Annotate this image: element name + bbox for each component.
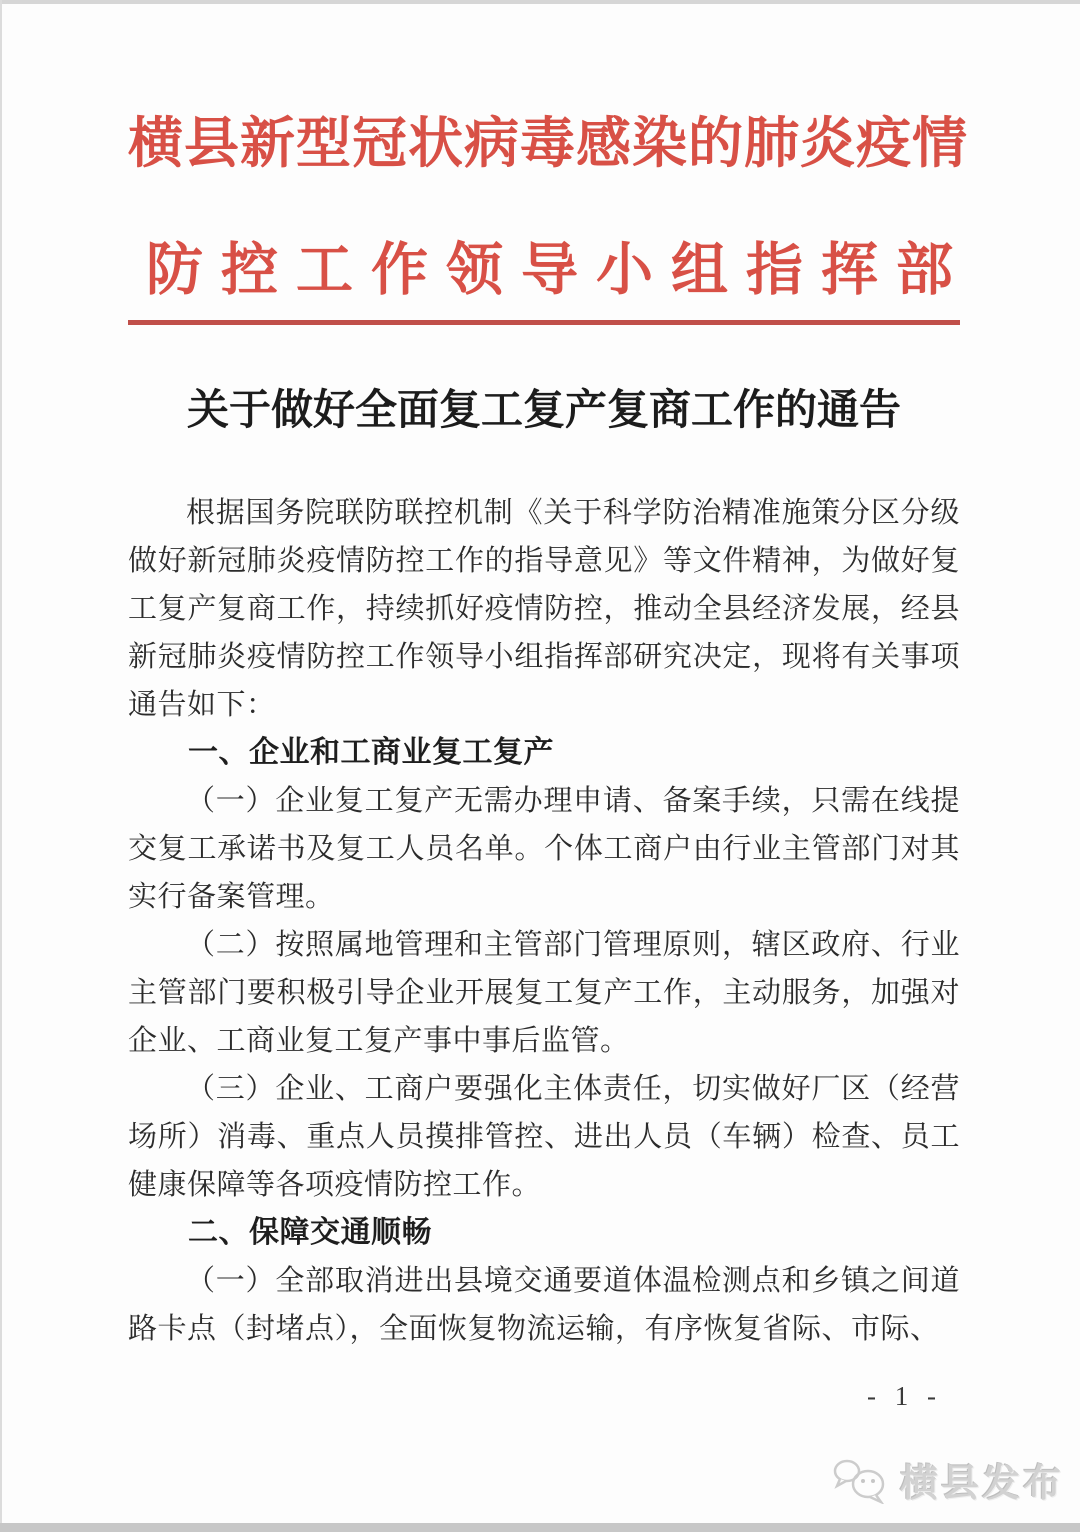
document-body: [128, 489, 960, 1353]
page-number: - 1 -: [867, 1381, 942, 1411]
paragraph-1-3: （三）企业、工商户要强化主体责任，切实做好厂区（经营场所）消毒、重点人员摸排管控、进出人员（车辆）检查、员工健康保障等各项疫情防控工作。: [128, 1073, 960, 1201]
paragraph-2-1: （一）全部取消进出县境交通要道体温检测点和乡镇之间道路卡点（封堵点），全面恢复物流运输，有序恢复省际、市际、: [128, 1265, 960, 1345]
letterhead-rule: [128, 320, 960, 325]
document-title: 关于做好全面复工复产复商工作的通告: [186, 388, 901, 434]
letterhead-line-1: 横县新型冠状病毒感染的肺炎疫情: [128, 112, 969, 174]
watermark-label: 横县发布: [899, 1463, 1064, 1505]
scan-edge-bottom: [0, 1523, 1080, 1532]
document-content: [128, 0, 971, 1413]
paragraph-intro: 根据国务院联防联控机制《关于科学防治精准施策分区分级做好新冠肺炎疫情防控工作的指导意见》等文件精神，为做好复工复产复商工作，持续抓好疫情防控，推动全县经济发展，经县新冠肺炎疫情防控工作领导小组指挥部研究决定，现将有关事项通告如下：: [128, 497, 960, 721]
letterhead-line-2: 防控工作领导小组指挥部: [146, 238, 971, 302]
scan-edge-left: [0, 0, 2, 1532]
section-1-heading: 一、企业和工商业复工复产: [188, 736, 554, 769]
paragraph-1-1: （一）企业复工复产无需办理申请、备案手续，只需在线提交复工承诺书及复工人员名单。个体工商户由行业主管部门对其实行备案管理。: [128, 785, 960, 913]
paragraph-1-2: （二）按照属地管理和主管部门管理原则，辖区政府、行业主管部门要积极引导企业开展复工复产工作，主动服务，加强对企业、工商业复工复产事中事后监管。: [128, 929, 960, 1057]
publisher-watermark: [832, 1452, 1064, 1507]
section-2-heading: 二、保障交通顺畅: [188, 1216, 432, 1249]
wechat-icon: [832, 1456, 890, 1504]
